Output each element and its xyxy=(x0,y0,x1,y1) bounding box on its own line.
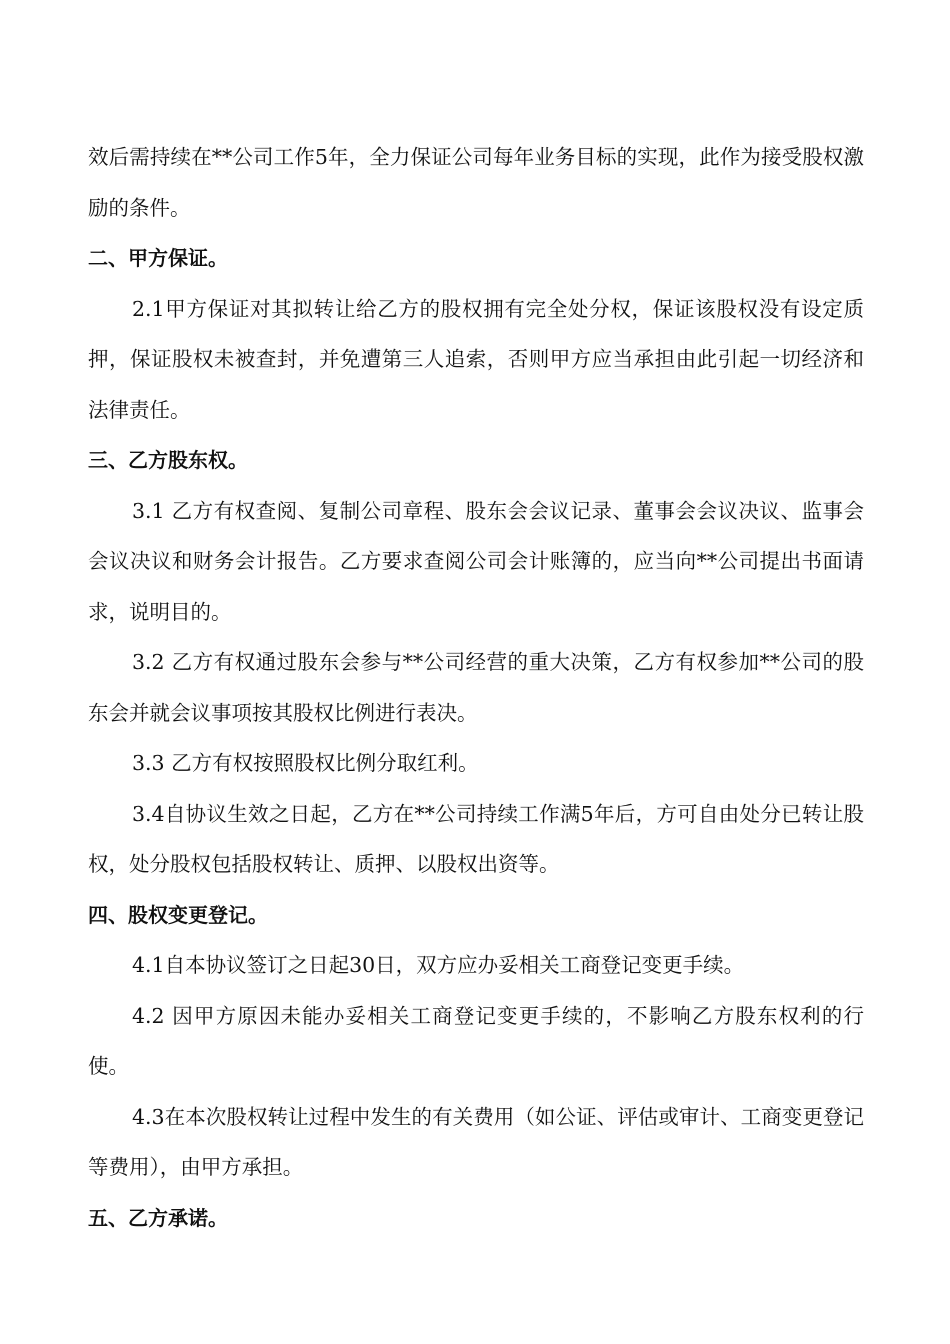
continuation-paragraph: 效后需持续在**公司工作5年，全力保证公司每年业务目标的实现，此作为接受股权激励的条件。 xyxy=(88,145,864,220)
clause-3-1: 3.1 乙方有权查阅、复制公司章程、股东会会议记录、董事会会议决议、监事会会议决议和财务会计报告。乙方要求查阅公司会计账簿的，应当向**公司提出书面请求，说明目的。 xyxy=(88,498,864,624)
clause-3-2: 3.2 乙方有权通过股东会参与**公司经营的重大决策，乙方有权参加**公司的股东会并就会议事项按其股权比例进行表决。 xyxy=(88,650,864,725)
document-page xyxy=(88,132,864,1243)
clause-3-3: 3.3 乙方有权按照股权比例分取红利。 xyxy=(132,751,479,775)
clause-4-3: 4.3在本次股权转让过程中发生的有关费用（如公证、评估或审计、工商变更登记等费用），由甲方承担。 xyxy=(88,1104,864,1179)
section-heading-shareholder-rights: 三、乙方股东权。 xyxy=(88,448,248,472)
clause-2-1: 2.1甲方保证对其拟转让给乙方的股权拥有完全处分权，保证该股权没有设定质押，保证股权未被查封，并免遭第三人追索，否则甲方应当承担由此引起一切经济和法律责任。 xyxy=(88,296,864,422)
clause-3-4: 3.4自协议生效之日起，乙方在**公司持续工作满5年后，方可自由处分已转让股权，处分股权包括股权转让、质押、以股权出资等。 xyxy=(88,801,864,876)
section-heading-party-b-commitment: 五、乙方承诺。 xyxy=(88,1205,228,1230)
section-heading-equity-registration: 四、股权变更登记。 xyxy=(88,902,268,927)
clause-4-2: 4.2 因甲方原因未能办妥相关工商登记变更手续的，不影响乙方股东权利的行使。 xyxy=(88,1003,864,1078)
section-heading-guarantee: 二、甲方保证。 xyxy=(88,246,228,270)
clause-4-1: 4.1自本协议签订之日起30日，双方应办妥相关工商登记变更手续。 xyxy=(132,953,745,977)
